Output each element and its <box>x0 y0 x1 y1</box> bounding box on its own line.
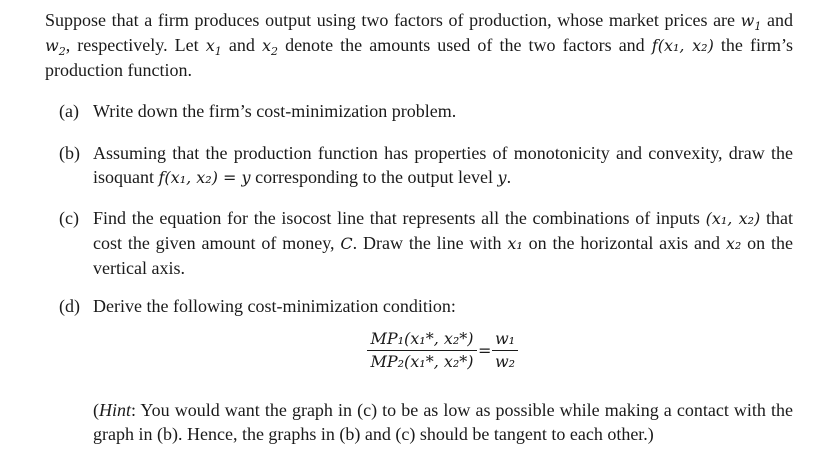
intro-text-1: Suppose that a firm produces output using two factors of production, whose market prices are <box>45 10 741 30</box>
w1-numerator: w₁ <box>494 329 516 348</box>
fraction-bar-left <box>367 350 477 351</box>
input-pair: (x₁, x₂) <box>705 209 761 228</box>
question-c-label: (c) <box>59 208 79 228</box>
production-function: f(x₁, x₂) <box>651 36 714 55</box>
w2-denominator: w₂ <box>494 352 516 371</box>
hint-paragraph: (Hint: You would want the graph in (c) to be as low as possible while making a contact with the graph in (b). Hence, the graphs in (b) and (c) should be tangent to each other.) <box>93 400 793 444</box>
intro-text-4: and <box>221 35 262 55</box>
question-c-text: Find the equation for the isocost line that represents all the combinations of inputs (x₁, x₂) that cost the given amount of money, C. Draw the line with x₁ on the horizontal axis and x₂ on the vertical axis. <box>93 208 793 278</box>
var-C: C <box>340 234 353 253</box>
var-y: y <box>497 168 507 187</box>
question-a <box>59 99 793 123</box>
question-d <box>59 294 793 318</box>
question-b <box>59 141 793 190</box>
price-ratio-fraction <box>492 329 518 371</box>
hint-text: : You would want the graph in (c) to be as low as possible while making a contact with the graph in (b). Hence, the graphs in (b) and (c) should be tangent to each other.) <box>93 400 793 444</box>
intro-paragraph <box>45 8 793 82</box>
var-x2: $x_2$ <box>261 36 278 59</box>
question-b-label: (b) <box>59 143 80 163</box>
intro-text-2: and <box>761 10 793 30</box>
fraction-bar-right <box>492 350 518 351</box>
mp-ratio-fraction <box>367 329 477 371</box>
question-d-text: Derive the following cost-minimization condition: <box>93 296 456 316</box>
mp1-numerator: MP₁(x₁*, x₂*) <box>370 329 474 348</box>
question-a-label: (a) <box>59 101 79 121</box>
var-w2: $w_2$ <box>45 36 66 59</box>
intro-text-3: , respectively. Let <box>65 35 206 55</box>
question-c <box>59 206 793 280</box>
var-x1-axis: x₁ <box>507 234 523 253</box>
question-d-label: (d) <box>59 296 80 316</box>
equals-sign: = <box>478 341 492 360</box>
var-x1: $x_1$ <box>205 36 222 59</box>
hint-label: Hint <box>99 400 132 420</box>
var-w1: $w_1$ <box>740 11 762 34</box>
mp2-denominator: MP₂(x₁*, x₂*) <box>370 352 474 371</box>
intro-text-5: denote the amounts used of the two factors and <box>277 35 652 55</box>
question-a-text: Write down the firm’s cost-minimization problem. <box>93 101 457 121</box>
question-b-text: Assuming that the production function has properties of monotonicity and convexity, draw the isoquant f(x₁, x₂) = y corresponding to the output level y. <box>93 143 793 187</box>
intro-text-6: the firm’s production function. <box>45 35 793 80</box>
isoquant-equation: f(x₁, x₂) = y <box>158 168 251 187</box>
var-x2-axis: x₂ <box>725 234 742 253</box>
